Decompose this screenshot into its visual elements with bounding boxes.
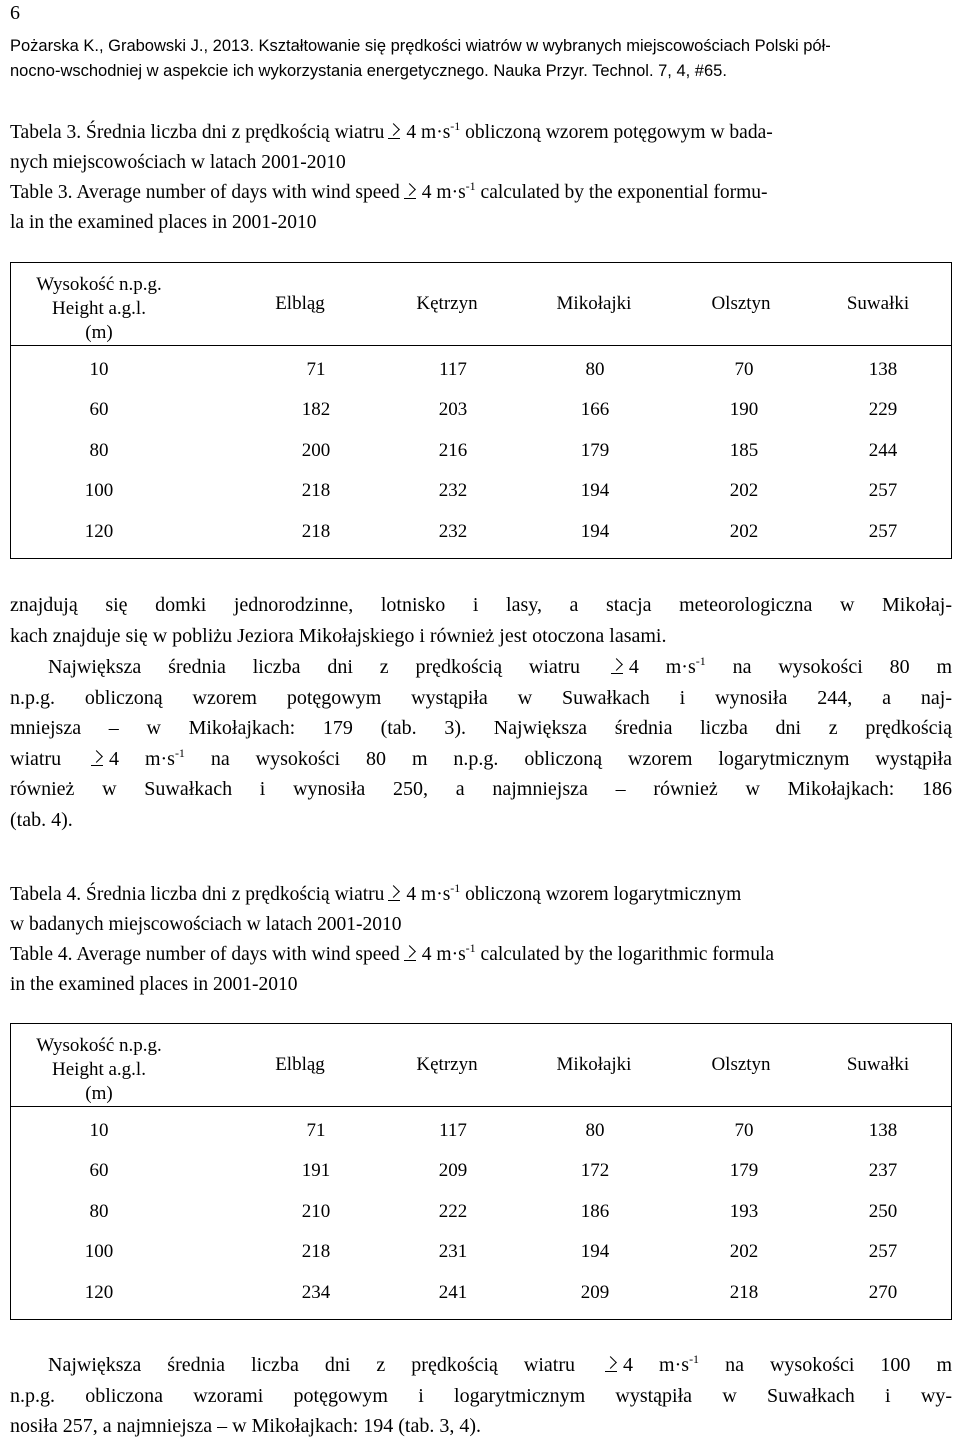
greater-equal-icon	[91, 752, 103, 766]
table-row: 80 210 222 186 193 250	[89, 1200, 898, 1222]
body-paragraph-3: Największa średnia liczba dni z prędkością wiatru 4 $m\cdot s^{-1}$ na wysokości 100 m n.p.g. obliczona wzorami potęgowym i logarytmicznym wystąpiła w Suwałkach i wy- nosiła 257, a najmniejsza – w Mikołajkach: 194 (tab. 3, 4).	[10, 1352, 952, 1438]
table-row: 120 218 232 194 202 257	[84, 520, 898, 542]
greater-equal-icon	[404, 947, 416, 961]
header-height: Wysokość n.p.g. Height a.g.l. (m)	[36, 274, 162, 343]
table-4	[10, 1023, 952, 1320]
table-row: 60 182 203 166 190 229	[89, 399, 898, 421]
header-suwalki: Suwałki	[846, 293, 910, 314]
table-body	[11, 1107, 951, 1314]
citation-line-1: Pożarska K., Grabowski J., 2013. Kształtowanie się prędkości wiatrów w wybranych miejscowościach Polski pół-	[10, 37, 831, 55]
header-olsztyn: Olsztyn	[711, 1054, 771, 1075]
table-row: 10 71 117 80 70 138	[89, 359, 898, 380]
header-mikolajki: Mikołajki	[556, 1054, 632, 1075]
table-row: 60 191 209 172 179 237	[89, 1160, 898, 1182]
citation-line-2: nocno-wschodniej w aspekcie ich wykorzystania energetycznego. Nauka Przyr. Technol. 7, 4, #65.	[10, 62, 727, 80]
citation	[10, 34, 952, 84]
table-row: 120 234 241 209 218 270	[84, 1281, 898, 1303]
table-row: 100 218 231 194 202 257	[84, 1241, 898, 1263]
table-body	[11, 346, 951, 553]
greater-equal-icon	[611, 660, 623, 674]
greater-equal-icon	[388, 125, 400, 139]
header-ketrzyn: Kętrzyn	[416, 293, 478, 314]
greater-equal-icon	[404, 185, 416, 199]
table-row: 10 71 117 80 70 138	[89, 1120, 898, 1141]
table-3	[10, 262, 952, 559]
header-mikolajki: Mikołajki	[556, 293, 632, 314]
greater-equal-icon	[605, 1358, 617, 1372]
header-height: Wysokość n.p.g. Height a.g.l. (m)	[36, 1035, 162, 1104]
greater-equal-icon	[388, 887, 400, 901]
table-3-caption: Tabela 3. Średnia liczba dni z prędkością wiatru 4 $m\cdot s^{-1}$ obliczoną wzorem potęgowym w bada- nych miejscowościach w latach 2001-2010 Table 3. Average number of days with wind speed 4 $m\cdot s^{-1}$ calculated by the exponential formu- la in the examined places in 2001-2010	[10, 119, 773, 233]
page-number: 6	[10, 2, 20, 24]
header-suwalki: Suwałki	[846, 1054, 910, 1075]
table-header	[11, 263, 951, 346]
table-header	[11, 1024, 951, 1107]
header-elblag: Elbląg	[275, 1054, 325, 1075]
header-ketrzyn: Kętrzyn	[416, 1054, 478, 1075]
table-row: 100 218 232 194 202 257	[84, 480, 898, 502]
body-paragraph-2: Największa średnia liczba dni z prędkością wiatru 4 $m\cdot s^{-1}$ na wysokości 80 m n.p.g. obliczoną wzorem potęgowym wystąpiła w Suwałkach i wynosiła 244, a naj- mniejsza – w Mikołajkach: 179 (tab. 3). Największa średnia liczba dni z prędkością wiatru 4 $m\cdot s^{-1}$ na wysokości 80 m n.p.g. obliczoną wzorem logarytmicznym wystąpiła również w Suwałkach i wynosiła 250, a najmniejsza – również w Mikołajkach: 186 (tab. 4).	[10, 654, 953, 831]
table-row: 80 200 216 179 185 244	[89, 439, 898, 461]
header-olsztyn: Olsztyn	[711, 293, 771, 314]
body-paragraph-1: znajdują się domki jednorodzinne, lotnisko i lasy, a stacja meteorologiczna w Mikołaj- kach znajduje się w pobliżu Jeziora Mikołajskiego i również jest otoczona lasami.	[10, 594, 952, 647]
header-elblag: Elbląg	[275, 293, 325, 314]
table-4-caption: Tabela 4. Średnia liczba dni z prędkością wiatru 4 $m\cdot s^{-1}$ obliczoną wzorem logarytmicznym w badanych miejscowościach w latach 2001-2010 Table 4. Average number of days with wind speed 4 $m\cdot s^{-1}$ calculated by the logarithmic formula in the examined places in 2001-2010	[10, 881, 775, 995]
